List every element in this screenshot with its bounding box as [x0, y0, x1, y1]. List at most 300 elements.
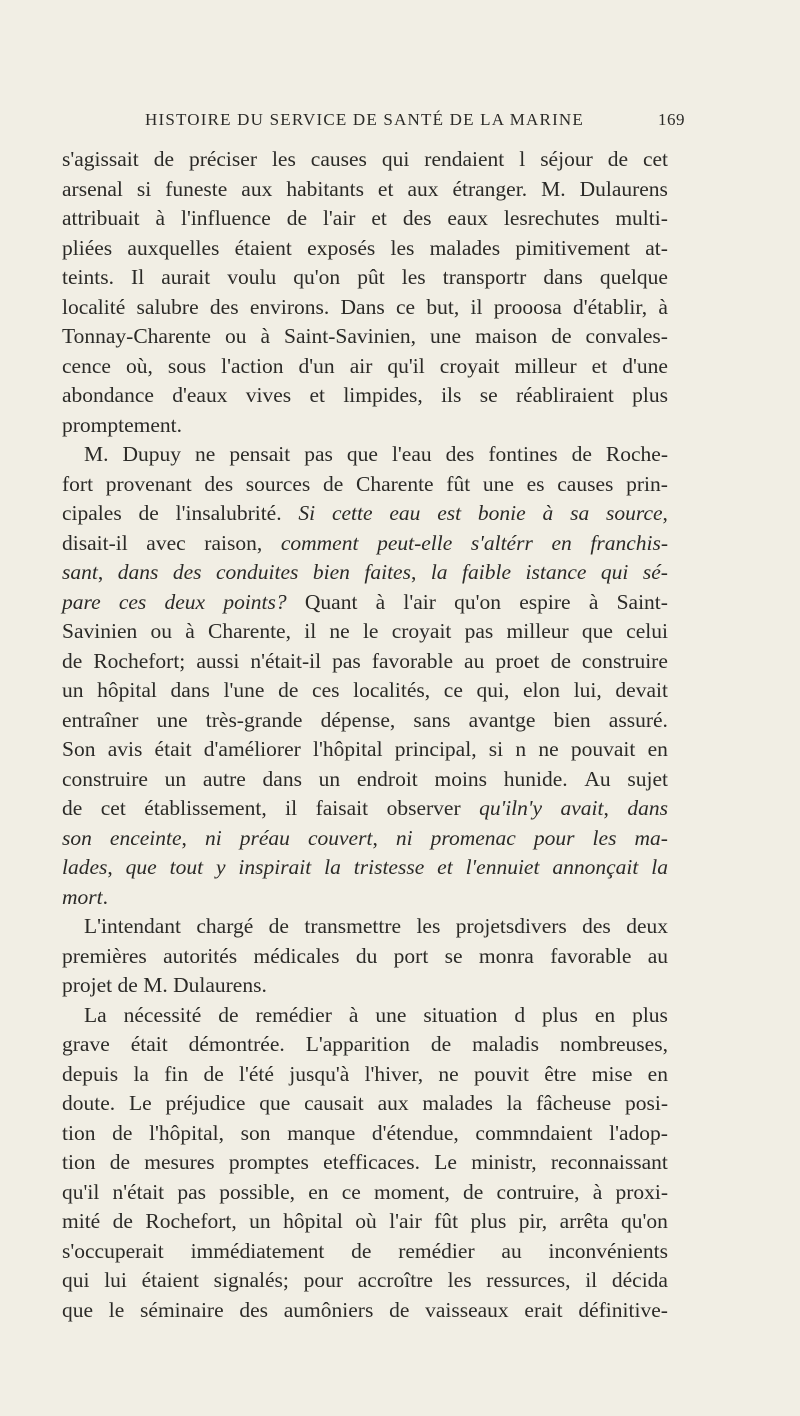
word: L'apparition: [305, 1032, 410, 1056]
text-line: [62, 676, 668, 706]
word: médicales: [253, 943, 340, 968]
word: il: [285, 796, 298, 820]
text-line: [62, 647, 668, 677]
word: pensait: [229, 442, 291, 466]
word: pût: [357, 265, 385, 289]
word: d'établir,: [573, 294, 648, 319]
word: était: [154, 737, 192, 761]
word: pour: [533, 825, 575, 850]
word: quelque: [599, 265, 668, 289]
text-line: [62, 1060, 668, 1090]
word: exposés: [307, 235, 376, 260]
word: lesrechutes: [503, 206, 600, 230]
word: de: [550, 648, 571, 673]
word: à: [348, 1002, 359, 1027]
word: de: [571, 442, 592, 466]
word: ne: [538, 737, 559, 761]
word: d: [514, 1002, 526, 1027]
word: où,: [125, 353, 153, 378]
word: fût: [434, 1209, 459, 1233]
word: en: [647, 1061, 668, 1086]
word: source,: [606, 501, 668, 525]
word: Le: [434, 1150, 457, 1174]
word: attribuait: [62, 206, 140, 230]
word: de: [138, 501, 159, 525]
word: disait-il: [62, 530, 128, 555]
word: plus: [632, 383, 668, 407]
text-line: [62, 1296, 668, 1326]
word: Il: [131, 265, 145, 289]
word: son: [240, 1120, 271, 1145]
word: Rochefort,: [145, 1209, 237, 1233]
word: commndaient: [475, 1120, 593, 1145]
word: ce: [341, 1179, 361, 1204]
word: milleur: [506, 619, 569, 643]
word: de: [268, 914, 289, 938]
word: n'était-il: [250, 648, 322, 673]
word: Charente: [355, 471, 434, 496]
word: à: [658, 294, 668, 319]
text-line: [62, 234, 668, 264]
word: Au: [584, 766, 611, 791]
text-line: [62, 352, 668, 382]
word: Charente,: [208, 619, 291, 643]
word: fontines: [488, 442, 558, 466]
word: de: [62, 648, 83, 673]
text-line: [62, 1148, 668, 1178]
word: à: [375, 589, 386, 614]
word: deux: [164, 589, 206, 614]
word: les: [447, 1268, 472, 1292]
word: pouvit: [474, 1061, 529, 1086]
word: n: [515, 737, 527, 761]
word: l'insalubrité.: [175, 501, 282, 525]
word: ni: [204, 825, 222, 850]
word: ministr,: [471, 1150, 537, 1174]
word: Quant: [304, 589, 358, 614]
running-head: [145, 110, 685, 130]
word: croyait: [391, 619, 452, 643]
word: de: [153, 147, 174, 171]
word: contruire,: [496, 1179, 580, 1204]
text-line: [62, 1030, 668, 1060]
word: l'air: [403, 589, 436, 614]
word: sujet: [627, 766, 668, 791]
word: la: [651, 855, 668, 879]
word: dépense,: [320, 707, 396, 732]
word: ne: [329, 619, 350, 643]
word: une: [375, 1002, 407, 1027]
text-line: [62, 942, 668, 972]
word: limpides,: [343, 383, 423, 407]
word: à: [542, 501, 554, 525]
word: que: [346, 442, 378, 466]
word: Dans: [340, 294, 385, 319]
word: lui,: [573, 678, 602, 702]
word: but,: [426, 294, 460, 319]
word: l'une: [223, 678, 265, 702]
word: de: [607, 147, 628, 171]
word: des: [582, 914, 611, 938]
word: qui: [600, 560, 629, 584]
word: des: [239, 1297, 269, 1322]
word: séjour: [540, 147, 593, 171]
word: sources: [245, 471, 311, 496]
word: plus: [470, 1209, 507, 1233]
word: favorable: [371, 648, 453, 673]
word: fort: [62, 471, 94, 496]
word: premières: [62, 943, 147, 968]
word: qui: [381, 147, 410, 171]
word: définitive-: [578, 1297, 668, 1322]
word: qu'il: [387, 353, 425, 378]
word: Tonnay-Charente: [62, 324, 211, 348]
word: M.: [84, 442, 109, 466]
word: inspirait: [238, 855, 312, 879]
text-line: [62, 145, 668, 175]
word: abondance: [62, 383, 154, 407]
word: erait: [524, 1297, 563, 1322]
word: d'une: [622, 353, 668, 378]
word: funeste: [165, 176, 228, 201]
body-text: [62, 145, 668, 1325]
word: une: [482, 471, 514, 496]
word: que: [125, 855, 157, 879]
word: un: [318, 766, 341, 791]
word: bien: [553, 707, 591, 732]
word: vives: [245, 383, 292, 407]
word: était: [130, 1032, 168, 1056]
word: Dulaurens: [579, 176, 668, 201]
text-line: [62, 1119, 668, 1149]
word: où: [355, 1209, 377, 1233]
word: reconnaissant: [550, 1150, 668, 1174]
word: proxi-: [615, 1179, 668, 1204]
word: projet: [62, 973, 113, 997]
word: qu'iln'y: [479, 796, 543, 820]
text-line: [62, 824, 668, 854]
word: jusqu'à: [289, 1061, 350, 1086]
word: sé-: [642, 560, 668, 584]
word: si: [488, 737, 504, 761]
word: points?: [223, 589, 287, 614]
word: arsenal: [62, 176, 123, 201]
word: salubre: [136, 294, 199, 319]
word: de: [286, 206, 308, 230]
word: observer: [386, 796, 461, 820]
text-line: [62, 499, 668, 529]
word: l'été: [239, 1061, 274, 1086]
word: préciser: [188, 147, 257, 171]
word: de: [430, 1032, 452, 1056]
word: de: [351, 1238, 372, 1263]
word: que: [259, 1091, 291, 1115]
word: auxquelles: [127, 235, 220, 260]
word: réabliraient: [515, 383, 614, 407]
word: pas: [304, 442, 333, 466]
word: fût: [446, 471, 471, 496]
word: d'améliorer: [203, 737, 301, 761]
word: l'hiver,: [364, 1061, 424, 1086]
word: provenant: [105, 471, 192, 496]
word: grave: [62, 1032, 110, 1056]
word: comment: [280, 530, 359, 555]
word: et: [377, 176, 394, 201]
word: autre: [202, 766, 246, 791]
word: de: [463, 1179, 484, 1204]
word: ne: [438, 1061, 459, 1086]
word: l: [519, 147, 526, 171]
word: localités,: [353, 678, 431, 702]
word: d'eaux: [172, 383, 228, 407]
word: une: [156, 707, 188, 732]
word: démontrée.: [188, 1032, 285, 1056]
word: aux: [241, 176, 273, 201]
word: transportr: [442, 265, 527, 289]
text-line: [62, 853, 668, 883]
word: ces: [312, 678, 340, 702]
text-line: [62, 1178, 668, 1208]
word: Le: [128, 1091, 152, 1115]
word: maison: [475, 324, 538, 348]
word: les: [592, 825, 617, 850]
word: étaient: [141, 1268, 199, 1292]
word: air: [349, 353, 373, 378]
word: peut-elle: [377, 530, 453, 555]
word: remédier: [398, 1238, 475, 1263]
word: de: [551, 324, 572, 348]
word: un: [62, 678, 84, 702]
word: en: [308, 1179, 329, 1204]
word: Saint-Savinien,: [284, 324, 417, 348]
word: proet: [495, 648, 540, 673]
text-line: [62, 1207, 668, 1237]
word: enceinte,: [109, 825, 187, 850]
word: mise: [591, 1061, 633, 1086]
word: un: [249, 1209, 271, 1233]
word: Son: [62, 737, 96, 761]
word: eau: [389, 501, 421, 525]
word: Savinien: [62, 619, 138, 643]
word: annonçait: [552, 855, 639, 879]
word: pir,: [518, 1209, 548, 1233]
word: favorable: [550, 943, 632, 968]
text-line: [62, 470, 668, 500]
word: de: [278, 678, 299, 702]
word: raison,: [204, 530, 263, 555]
text-line: [62, 617, 668, 647]
word: environs.: [249, 294, 330, 319]
word: l'hôpital,: [149, 1120, 224, 1145]
word: et: [591, 353, 608, 378]
word: l'hôpital: [313, 737, 383, 761]
word: en: [647, 737, 668, 761]
word: tristesse: [353, 855, 425, 879]
word: pliées: [62, 235, 113, 260]
word: situation: [423, 1002, 498, 1027]
word: devait: [615, 678, 668, 702]
word: s'agissait: [62, 147, 139, 171]
word: teints.: [62, 265, 114, 289]
word: tion: [62, 1120, 96, 1145]
word: le: [362, 619, 379, 643]
word: maladis: [472, 1032, 539, 1056]
word: avantge: [468, 707, 536, 732]
word: qui: [62, 1268, 90, 1292]
word: qu'il: [62, 1179, 100, 1204]
word: nombreuses,: [559, 1032, 668, 1056]
word: il: [470, 294, 483, 319]
word: lui: [104, 1268, 127, 1292]
word: la: [133, 1061, 149, 1086]
text-line: [62, 1266, 668, 1296]
word: dans: [117, 560, 159, 584]
word: at-: [645, 235, 668, 260]
word: que: [581, 619, 613, 643]
text-line: [62, 735, 668, 765]
word: hôpital: [97, 678, 157, 702]
word: M.: [143, 973, 168, 997]
text-line: [62, 411, 668, 441]
word: y: [215, 855, 226, 879]
word: promenac: [430, 825, 516, 850]
word: rendaient: [424, 147, 505, 171]
word: qu'on: [620, 1209, 668, 1233]
word: depuis: [62, 1061, 119, 1086]
word: M.: [541, 176, 566, 201]
word: des: [209, 294, 239, 319]
word: sous: [167, 353, 207, 378]
word: préau: [239, 825, 290, 850]
word: franchis-: [590, 530, 668, 555]
word: multi-: [615, 206, 668, 230]
word: couvert,: [307, 825, 378, 850]
word: hôpital: [283, 1209, 343, 1233]
word: manque: [287, 1120, 356, 1145]
word: l'eau: [391, 442, 432, 466]
word: qu'on: [293, 265, 341, 289]
word: pimitivement: [515, 235, 630, 260]
text-line: [62, 1001, 668, 1031]
word: habitants: [286, 176, 364, 201]
word: accroître: [357, 1268, 433, 1292]
text-line: [62, 293, 668, 323]
word: dans: [170, 678, 210, 702]
word: sant,: [62, 560, 104, 584]
word: et: [371, 206, 387, 230]
word: de: [389, 1297, 410, 1322]
word: plus: [632, 1002, 668, 1027]
word: l'adop-: [609, 1120, 668, 1145]
word: aux: [377, 1091, 409, 1115]
word: ce: [443, 678, 463, 702]
word: qui,: [476, 678, 510, 702]
word: remédier: [255, 1002, 332, 1027]
word: promptement.: [62, 412, 183, 437]
word: autorités: [163, 943, 238, 968]
word: sa: [570, 501, 590, 525]
word: moins: [434, 766, 488, 791]
word: port: [393, 943, 429, 968]
word: posi-: [625, 1091, 668, 1115]
word: pas: [177, 1179, 207, 1204]
word: de: [109, 1150, 130, 1174]
word: être: [544, 1061, 577, 1086]
word: à: [155, 206, 166, 230]
word: Dupuy: [122, 442, 182, 466]
word: ne: [195, 442, 216, 466]
word: ces: [118, 589, 147, 614]
word: hunide.: [503, 766, 568, 791]
word: se: [444, 943, 463, 968]
word: fin: [164, 1061, 189, 1086]
word: Saint-: [616, 589, 668, 614]
word: est: [437, 501, 462, 525]
word: de: [203, 1061, 224, 1086]
word: de: [112, 1209, 133, 1233]
text-line: [62, 588, 668, 618]
word: cence: [62, 353, 111, 378]
word: et: [437, 855, 453, 879]
word: possible,: [219, 1179, 296, 1204]
word: la: [324, 855, 341, 879]
word: la: [430, 560, 448, 584]
word: n'était: [112, 1179, 165, 1204]
word: établissement,: [144, 796, 267, 820]
text-line: [62, 440, 668, 470]
text-line: [62, 558, 668, 588]
text-line: [62, 706, 668, 736]
word: aumôniers: [283, 1297, 374, 1322]
text-line: [62, 912, 668, 942]
word: Roche-: [605, 442, 668, 466]
word: les: [401, 265, 426, 289]
word: un: [164, 766, 187, 791]
word: d'étendue,: [371, 1120, 459, 1145]
word: au: [647, 943, 668, 968]
word: monra: [478, 943, 534, 968]
word: endroit: [356, 766, 418, 791]
word: la: [506, 1091, 523, 1115]
word: ma-: [634, 825, 668, 850]
word: de: [112, 1120, 133, 1145]
text-line: [62, 971, 668, 1001]
word: arrêta: [559, 1209, 609, 1233]
word: étaient: [234, 235, 292, 260]
word: aurait: [161, 265, 211, 289]
word: dans: [627, 796, 668, 820]
word: construire: [62, 766, 148, 791]
word: etefficaces.: [323, 1150, 421, 1174]
word: qu'on: [454, 589, 502, 614]
text-line: [62, 381, 668, 411]
word: ce: [395, 294, 416, 319]
word: prooosa: [493, 294, 562, 319]
word: ou: [150, 619, 172, 643]
word: tout: [169, 855, 204, 879]
word: si: [136, 176, 152, 201]
word: entraîner: [62, 707, 139, 732]
word: convales-: [585, 324, 668, 348]
word: lades,: [62, 855, 113, 879]
word: se: [479, 383, 498, 407]
text-line: [62, 1089, 668, 1119]
word: istance: [525, 560, 587, 584]
word: principal,: [394, 737, 477, 761]
word: les: [271, 147, 296, 171]
word: cet: [100, 796, 126, 820]
word: faible: [462, 560, 512, 584]
